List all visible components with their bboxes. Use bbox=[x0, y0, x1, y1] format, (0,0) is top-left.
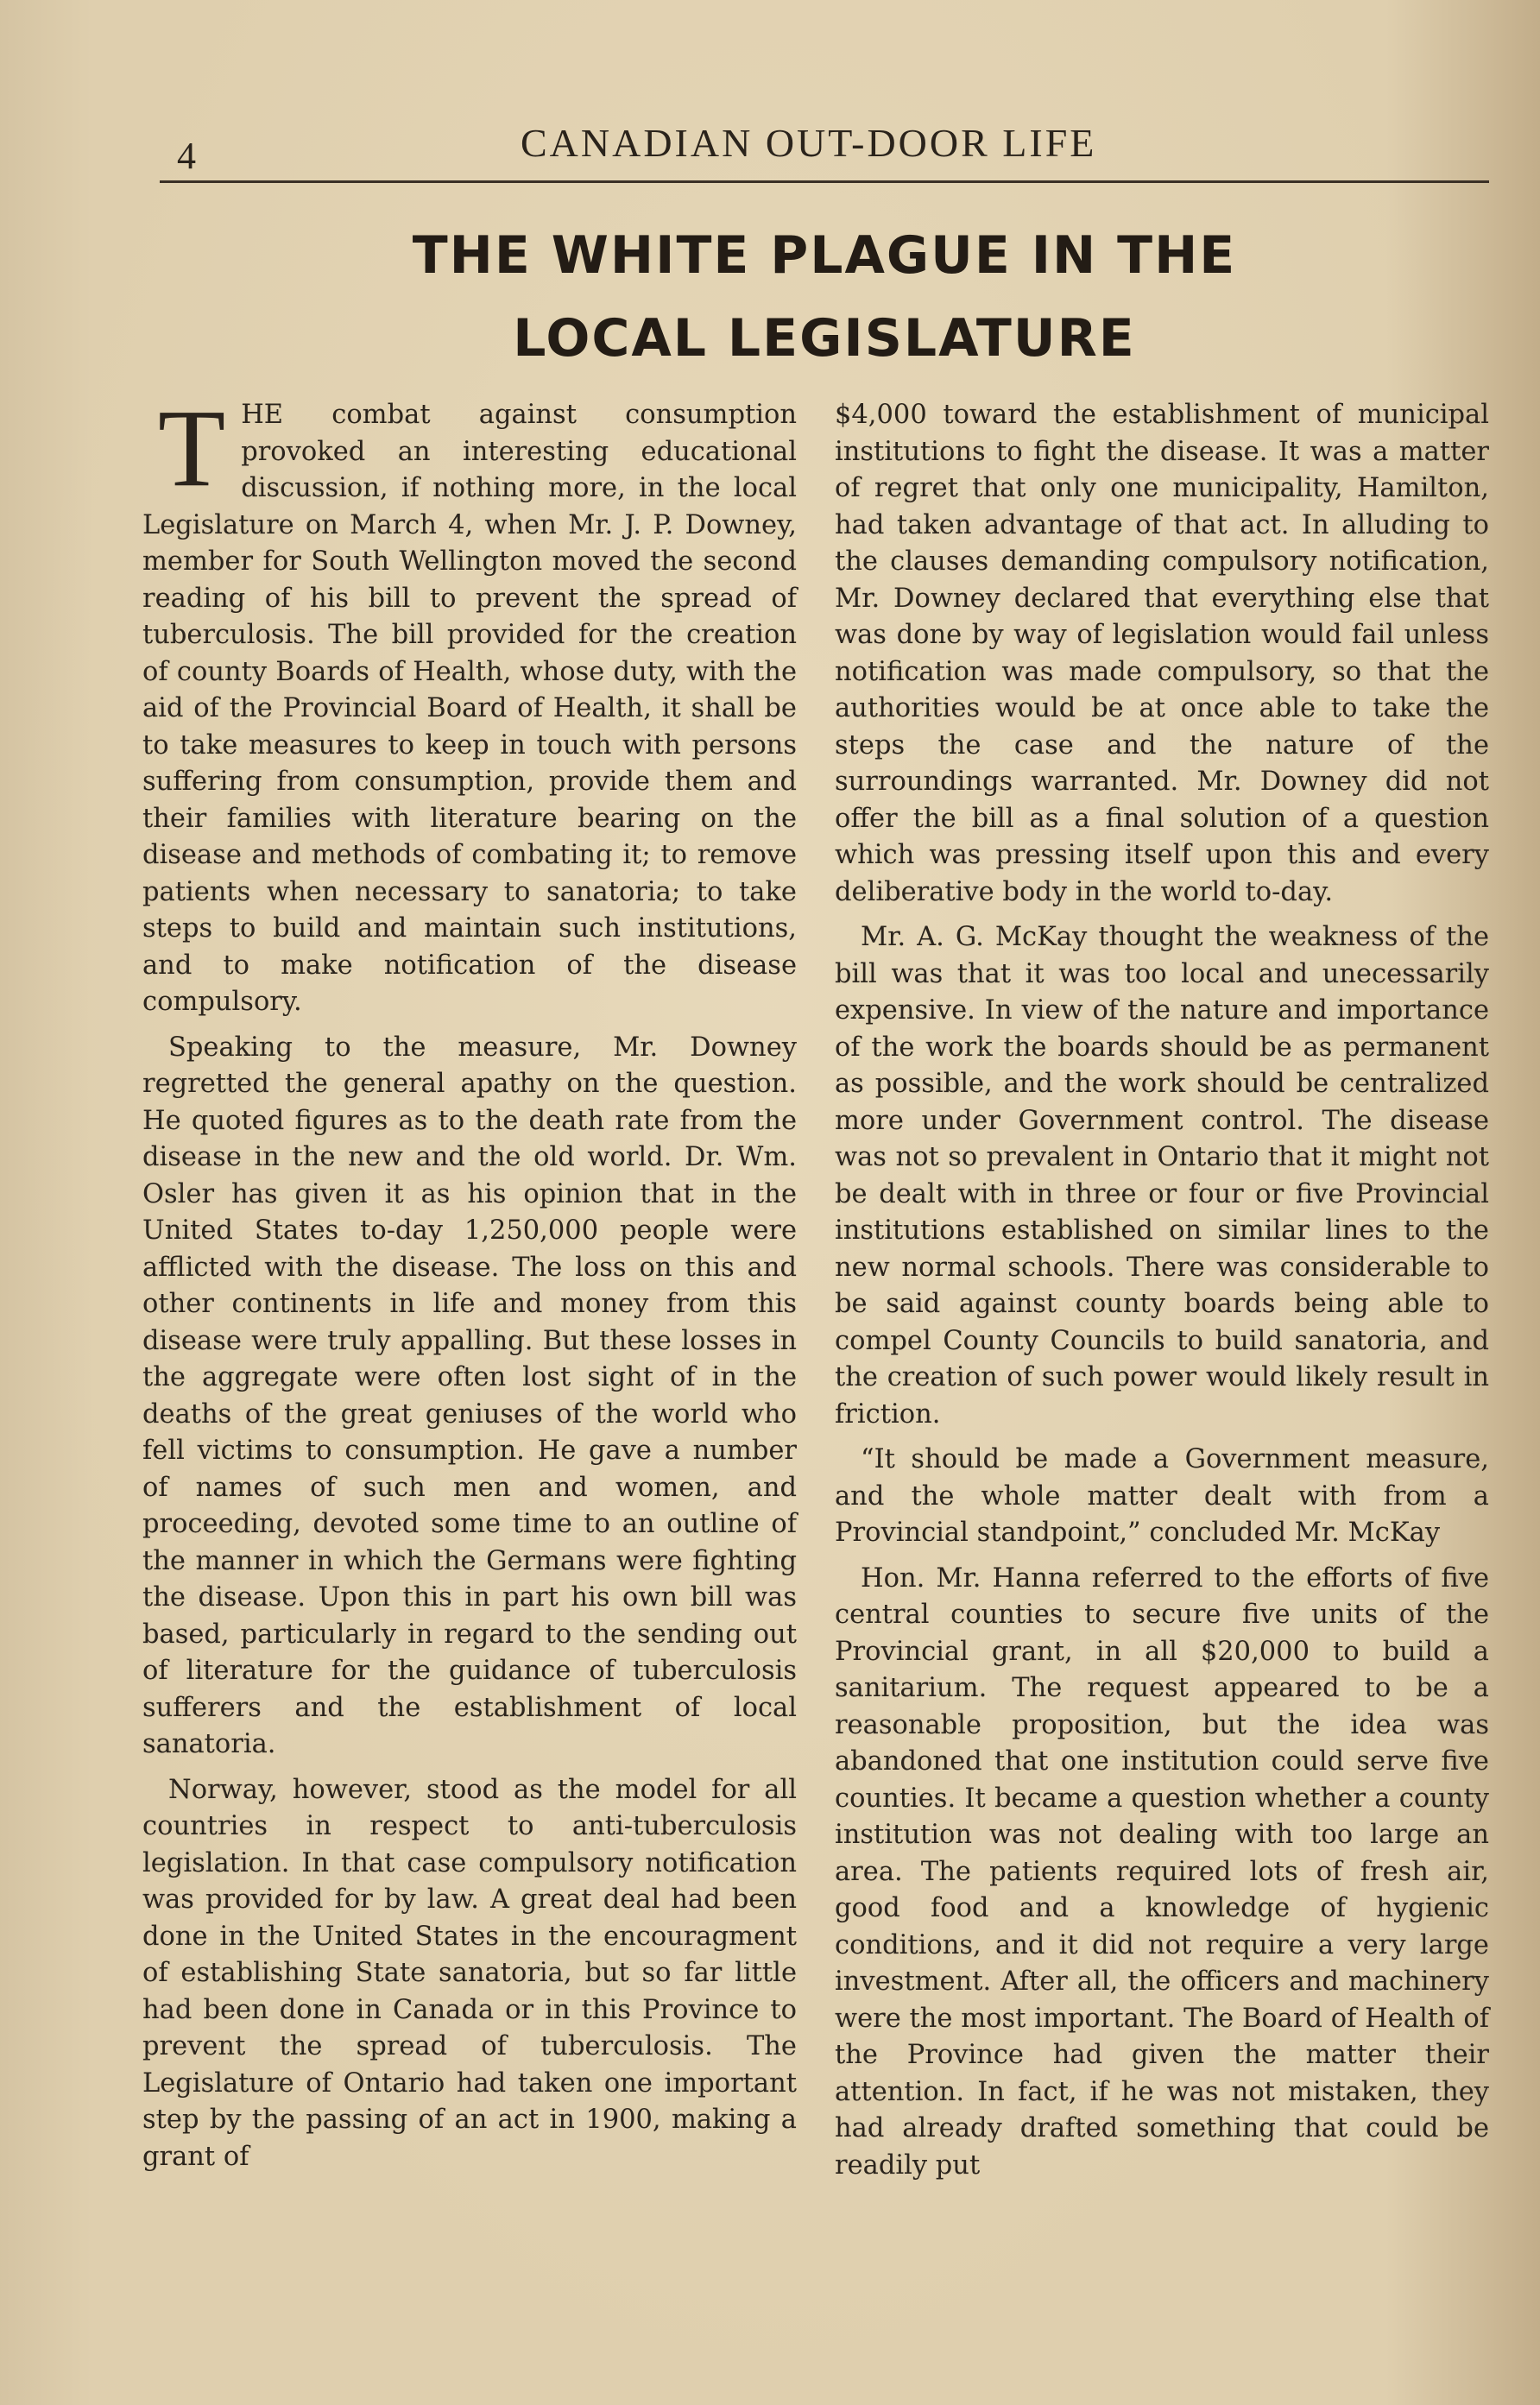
page-number: 4 bbox=[177, 135, 196, 177]
paragraph: Speaking to the measure, Mr. Downey regretted the general apathy on the question. He quoted figures as to the death rate from the disease in the new and the old world. Dr. Wm. Osler has given it as his opinion that in the United States to-day 1,250,000 people were afflicted with the disease. The loss on this and other continents in life and money from this disease were truly appalling. But these losses in the aggregate were often lost sight of in the deaths of the great geniuses of the world who fell victims to consumption. He gave a number of names of such men and women, and proceeding, devoted some time to an outline of the manner in which the Germans were fighting the disease. Upon this in part his own bill was based, particularly in regard to the sending out of literature for the guidance of tuberculosis sufferers and the establishment of local sanatoria. bbox=[142, 1032, 797, 1759]
left-column bbox=[142, 387, 797, 2184]
paragraph: $4,000 toward the establishment of municipal institutions to fight the disease. It was a matter of regret that only one municipality, Hamilton, had taken advantage of that act. In alluding to the clauses demanding compulsory notification, Mr. Downey declared that everything else that was done by way of legislation would fail unless notification was made compulsory, so that the authorities would be at once able to take the steps the case and the nature of the surroundings warranted. Mr. Downey did not offer the bill as a final solution of a question which was pressing itself upon this and every deliberative body in the world to-day. bbox=[835, 400, 1489, 907]
paragraph: Norway, however, stood as the model for all countries in respect to anti-tuberculosis legislation. In that case compulsory notification was provided for by law. A great deal had been done in the United States in the encouragment of establishing State sanatoria, but so far little had been done in Canada or in this Province to prevent the spread of tuberculosis. The Legislature of Ontario had taken one important step by the passing of an act in 1900, making a grant of bbox=[142, 1774, 797, 2172]
article-title bbox=[160, 214, 1489, 380]
page-header bbox=[160, 117, 1489, 177]
paragraph: “It should be made a Government measure, and the whole matter dealt with from a Provincial standpoint,” concluded Mr. McKay bbox=[835, 1444, 1489, 1548]
running-head: CANADIAN OUT-DOOR LIFE bbox=[521, 121, 1097, 165]
right-column bbox=[835, 397, 1489, 2193]
header-rule bbox=[160, 180, 1489, 183]
article-title-line-2: LOCAL LEGISLATURE bbox=[513, 308, 1136, 369]
drop-cap: T bbox=[158, 387, 226, 509]
paragraph: Hon. Mr. Hanna referred to the efforts of five central counties to secure five units of the Provincial grant, in all $20,000 to build a sanitarium. The request appeared to be a reasonable proposition, but the idea was abandoned that one institution could serve five counties. It became a question whether a county institution was not dealing with too large an area. The patients required lots of fresh air, good food and a knowledge of hygienic conditions, and it did not require a very large investment. After all, the officers and machinery were the most important. The Board of Health of the Province had given the matter their attention. In fact, if he was not mistaken, they had already drafted something that could be readily put bbox=[835, 1562, 1489, 2181]
paragraph bbox=[142, 387, 797, 1021]
article-title-line-1: THE WHITE PLAGUE IN THE bbox=[412, 225, 1237, 286]
paragraph-text: HE combat against consumption provoked an interesting educational discussion, if nothing more, in the local Legislature on March 4, when Mr. J. P. Downey, member for South Wellington moved the second reading of his bill to prevent the spread of tuberculosis. The bill provided for the creation of county Boards of Health, whose duty, with the aid of the Provincial Board of Health, it shall be to take measures to keep in touch with persons suffering from consumption, provide them and their families with literature bearing on the disease and methods of combating it; to remove patients when necessary to sanatoria; to take steps to build and maintain such institutions, and to make notification of the disease compulsory. bbox=[142, 400, 797, 1017]
paragraph: Mr. A. G. McKay thought the weakness of the bill was that it was too local and unecessarily expensive. In view of the nature and importance of the work the boards should be as permanent as possible, and the work should be centralized more under Government control. The disease was not so prevalent in Ontario that it might not be dealt with in three or four or five Provincial institutions established on similar lines to the new normal schools. There was considerable to be said against county boards being able to compel County Councils to build sanatoria, and the creation of such power would likely result in friction. bbox=[835, 922, 1489, 1430]
